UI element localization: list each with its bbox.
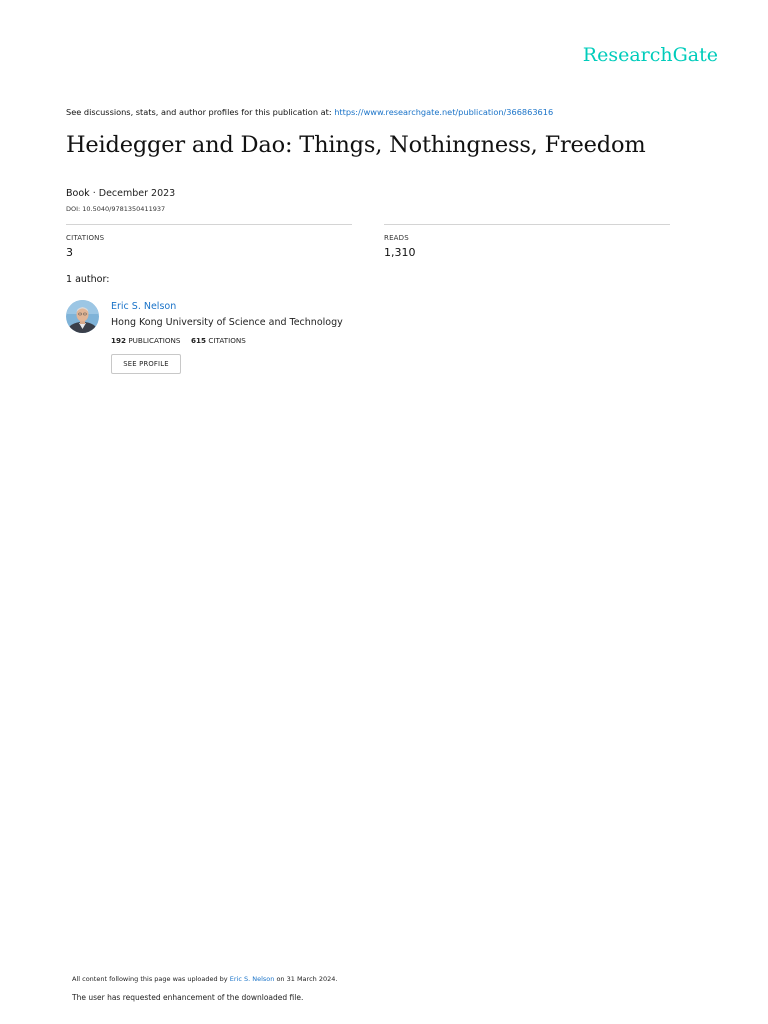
upload-prefix: All content following this page was uploaded by bbox=[72, 975, 228, 983]
reads-value: 1,310 bbox=[384, 246, 416, 259]
author-publications-label: PUBLICATIONS bbox=[128, 336, 181, 345]
authors-heading: 1 author: bbox=[66, 274, 110, 285]
uploader-link[interactable]: Eric S. Nelson bbox=[229, 975, 275, 983]
publication-date: December 2023 bbox=[98, 188, 176, 199]
reads-stat bbox=[384, 224, 670, 259]
enhancement-note: The user has requested enhancement of the downloaded file. bbox=[72, 993, 304, 1002]
researchgate-logo[interactable]: ResearchGate bbox=[582, 44, 718, 66]
see-profile-button[interactable]: SEE PROFILE bbox=[111, 354, 181, 374]
meta-separator: · bbox=[92, 188, 96, 199]
upload-suffix: on 31 March 2024. bbox=[276, 975, 338, 983]
author-institution: Hong Kong University of Science and Technology bbox=[111, 317, 343, 328]
reads-label: READS bbox=[384, 234, 409, 242]
author-avatar[interactable] bbox=[66, 300, 99, 333]
author-name-link[interactable]: Eric S. Nelson bbox=[111, 301, 177, 312]
author-photo-icon bbox=[66, 300, 99, 333]
intro-line bbox=[66, 107, 553, 117]
citations-label: CITATIONS bbox=[66, 234, 105, 242]
citations-stat bbox=[66, 224, 352, 259]
author-publications-count: 192 bbox=[111, 336, 127, 345]
author-stats bbox=[111, 336, 246, 345]
author-citations-label: CITATIONS bbox=[208, 336, 246, 345]
upload-notice bbox=[72, 975, 337, 983]
citations-value: 3 bbox=[66, 246, 73, 259]
author-citations-count: 615 bbox=[191, 336, 207, 345]
publication-type: Book bbox=[66, 188, 90, 199]
publication-meta bbox=[66, 188, 175, 199]
publication-doi: DOI: 10.5040/9781350411937 bbox=[66, 205, 166, 213]
publication-title: Heidegger and Dao: Things, Nothingness, Freedom bbox=[66, 132, 646, 158]
intro-text: See discussions, stats, and author profiles for this publication at: bbox=[66, 107, 332, 117]
publication-link[interactable]: https://www.researchgate.net/publication/366863616 bbox=[334, 107, 554, 117]
